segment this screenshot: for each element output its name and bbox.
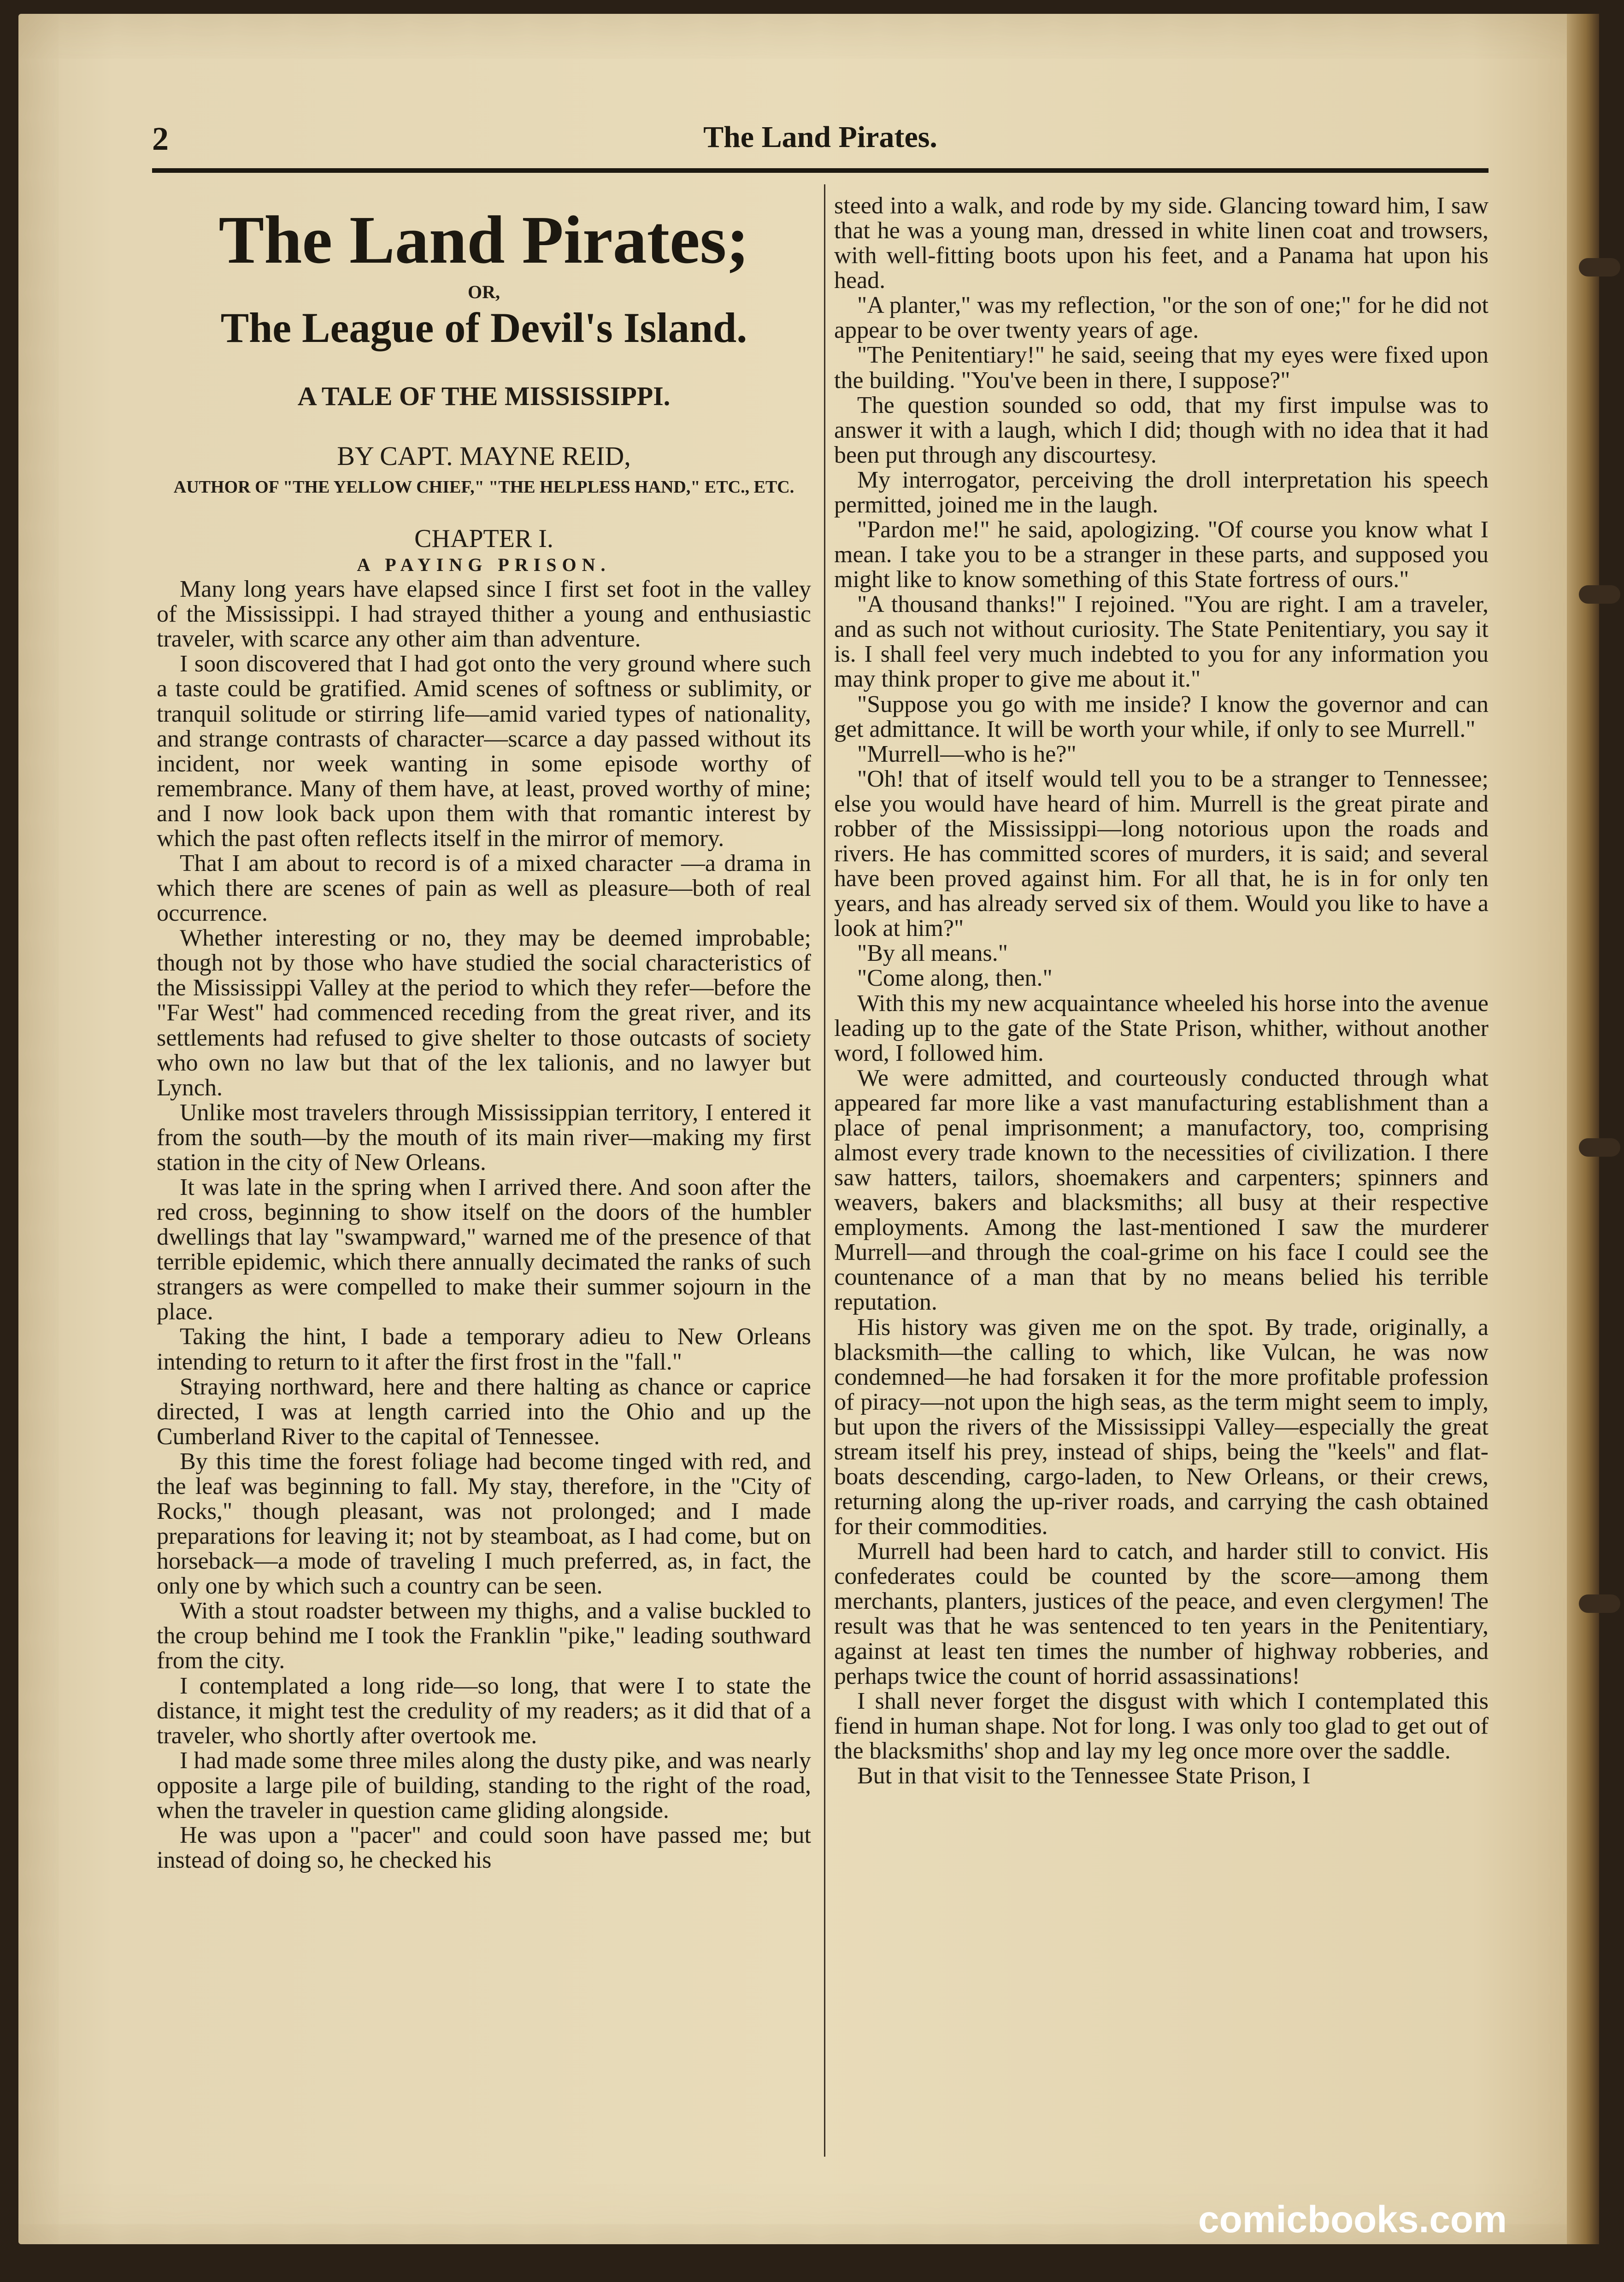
story-subtitle: The League of Devil's Island. — [220, 304, 747, 352]
paragraph: With a stout roadster between my thighs, and a valise buckled to the croup behind me I took the Franklin "pike," leading southward from the city. — [157, 1598, 811, 1674]
paragraph: He was upon a "pacer" and could soon have passed me; but instead of doing so, he checked his — [157, 1822, 811, 1874]
watermark: comicbooks.com — [1198, 2199, 1507, 2241]
paragraph: Murrell had been hard to catch, and harder still to convict. His confederates could be counted by the score—among them merchants, planters, justices of the peace, and even clergymen! The result was that he was sentenced to ten years in the Penitentiary, against at least ten times the number of highway robberies, and perhaps twice the count of horrid assassinations! — [834, 1538, 1489, 1689]
story-title: The Land Pirates; — [218, 202, 749, 278]
running-title: The Land Pirates. — [703, 120, 937, 154]
paragraph: "Oh! that of itself would tell you to be a stranger to Tennessee; else you would have heard of him. Murrell is the great pirate and robber of the Mississippi—long notorious upon the roads and rivers. He has committed scores of murders, it is said; and several have been proved against him. For all that, he is in for only ten years, and has already served six of them. Would you like to have a look at him?" — [834, 765, 1489, 942]
paragraph: Straying northward, here and there halting as chance or caprice directed, I was at length carried into the Ohio and up the Cumberland River to the capital of Tennessee. — [157, 1373, 811, 1450]
page-spine — [1567, 14, 1599, 2244]
paragraph: "Pardon me!" he said, apologizing. "Of course you know what I mean. I take you to be a stranger in these parts, and supposed you might like to know something of this State fortress of ours." — [834, 517, 1489, 593]
paragraph: With this my new acquaintance wheeled his horse into the avenue leading up to the gate of the State Prison, whither, without another word, I followed him. — [834, 990, 1489, 1066]
paragraph: "Come along, then." — [857, 965, 1053, 992]
paragraph: We were admitted, and courteously conducted through what appeared far more like a vast manufacturing establishment than a place of penal imprisonment; a manufactory, too, comprising almost every trade known to the necessities of civilization. I there saw hatters, tailors, shoemakers and carpenters; spinners and weavers, bakers and blacksmiths; all busy at their respective employments. Among the last-mentioned I saw the murderer Murrell—and through the coal-grime on his face I could see the countenance of a man that by no means belied his terrible reputation. — [834, 1065, 1489, 1316]
paragraph: "By all means." — [857, 940, 1008, 967]
paragraph: "Suppose you go with me inside? I know the governor and can get admittance. It will be worth your while, if only to see Murrell." — [834, 691, 1489, 742]
paragraph: But in that visit to the Tennessee State Prison, I — [857, 1762, 1311, 1789]
binding-stitch — [1579, 1138, 1620, 1157]
paragraph: "A planter," was my reflection, "or the son of one;" for he did not appear to be over twenty years of age. — [834, 292, 1489, 344]
paragraph: "The Penitentiary!" he said, seeing that my eyes were fixed upon the building. "You've been in there, I suppose?" — [834, 342, 1489, 394]
byline: BY CAPT. MAYNE REID, — [337, 441, 631, 471]
paragraph: "A thousand thanks!" I rejoined. "You are right. I am a traveler, and as such not without curiosity. The State Penitentiary, you say it is. I shall feel very much indebted to you for any information you may think proper to give me about it." — [834, 591, 1489, 693]
page-number: 2 — [152, 120, 169, 157]
paragraph: Unlike most travelers through Mississippian territory, I entered it from the south—by the mouth of its main river—making my first station in the city of New Orleans. — [157, 1099, 811, 1176]
binding-stitch — [1579, 585, 1620, 604]
paragraph: His history was given me on the spot. By trade, originally, a blacksmith—the calling to which, like Vulcan, he was now condemned—he had forsaken it for the more profitable profession of piracy—not upon the high seas, as the term might seem to imply, but upon the rivers of the Mississippi Valley—especially the great stream itself his prey, instead of ships, being the "keels" and flat-boats descending, cargo-laden, to New Orleans, or their crews, returning along the up-river roads, and carrying the cash obtained for their commodities. — [834, 1314, 1489, 1540]
paragraph: It was late in the spring when I arrived there. And soon after the red cross, beginning to show itself on the doors of the humbler dwellings that lay "swampward," warned me of the presence of that terrible epidemic, which there annually decimated the ranks of such strangers as were compelled to make their summer sojourn in the place. — [157, 1174, 811, 1325]
paragraph: Many long years have elapsed since I first set foot in the valley of the Mississippi. I had strayed thither a young and enthusiastic traveler, with scarce any other aim than adventure. — [157, 576, 811, 653]
left-column — [157, 194, 811, 1873]
paragraph: I had made some three miles along the dusty pike, and was nearly opposite a large pile of building, standing to the right of the road, when the traveler in question came gliding alongside. — [157, 1747, 811, 1823]
paragraph: steed into a walk, and rode by my side. Glancing toward him, I saw that he was a young man, dressed in white linen coat and trowsers, with well-fitting boots upon his feet, and a Panama hat upon his head. — [834, 193, 1489, 294]
paragraph: I contemplated a long ride—so long, that were I to state the distance, it might test the credulity of my readers; as it did that of a traveler, who shortly after overtook me. — [157, 1672, 811, 1749]
chapter-title: A PAYING PRISON. — [357, 554, 611, 575]
paragraph: My interrogator, perceiving the droll interpretation his speech permitted, joined me in the laugh. — [834, 466, 1489, 518]
right-column — [834, 194, 1489, 1788]
running-head — [152, 118, 1489, 173]
paragraph: Whether interesting or no, they may be deemed improbable; though not by those who have studied the social characteristics of the Mississippi Valley at the period to which they refer—before the "Far West" had commenced receding from the great river, and its settlements had refused to give shelter to those outcasts of society who own no law but that of the lex talionis, and no lawyer but Lynch. — [157, 925, 811, 1101]
paragraph: The question sounded so odd, that my first impulse was to answer it with a laugh, which I did; though with no idea that it had been put through any discourtesy. — [834, 392, 1489, 468]
title-or: OR, — [468, 281, 500, 302]
paragraph: I shall never forget the disgust with which I contemplated this fiend in human shape. Not for long. I was only too glad to get out of the blacksmiths' shop and lay my leg once more over the saddle. — [834, 1688, 1489, 1764]
paragraph: By this time the forest foliage had become tinged with red, and the leaf was beginning to fall. My stay, therefore, in the "City of Rocks," though pleasant, was not prolonged; and I made preparations for leaving it; not by steamboat, as I had come, but on horseback—a mode of traveling I much preferred, as, in fact, the only one by which such a country can be seen. — [157, 1448, 811, 1600]
paragraph: I soon discovered that I had got onto the very ground where such a taste could be gratified. Amid scenes of softness or sublimity, or tranquil solitude or stirring life—amid varied types of nationality, and strange contrasts of character—scarce a day passed without its incident, nor week wanting in some episode worthy of remembrance. Many of them have, at least, proved worthy of mine; and I now look back upon them with that romantic interest by which the past often reflects itself in the mirror of memory. — [157, 651, 811, 852]
paragraph: "Murrell—who is he?" — [857, 741, 1077, 767]
column-divider — [824, 184, 825, 2157]
story-tale-line: A TALE OF THE MISSISSIPPI. — [297, 381, 671, 412]
binding-stitch — [1579, 258, 1620, 276]
author-note: AUTHOR OF "THE YELLOW CHIEF," "THE HELPLESS HAND," ETC., ETC. — [173, 477, 794, 497]
paragraph: That I am about to record is of a mixed character —a drama in which there are scenes of pain as well as pleasure—both of real occurrence. — [157, 850, 811, 927]
chapter-heading: CHAPTER I. — [414, 524, 553, 553]
binding-stitch — [1579, 1594, 1620, 1613]
paragraph: Taking the hint, I bade a temporary adieu to New Orleans intending to return to it after the first frost in the "fall." — [157, 1323, 811, 1375]
